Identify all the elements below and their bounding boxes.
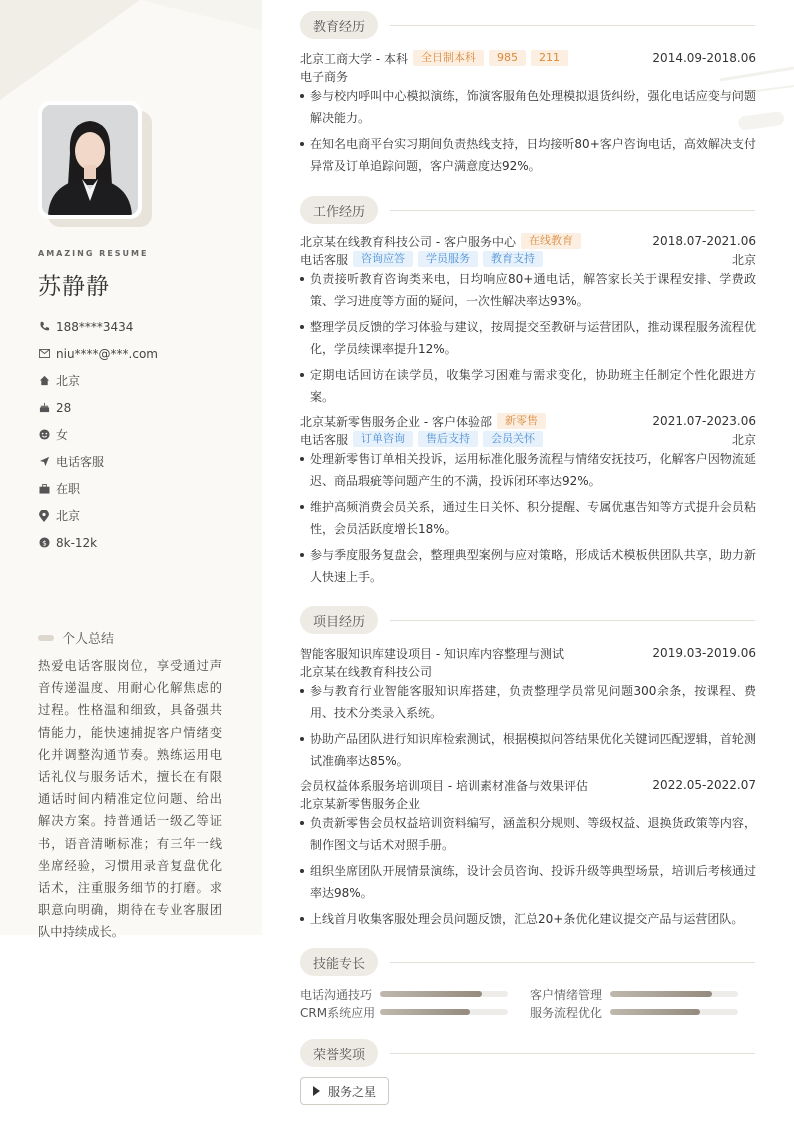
tag: 新零售 <box>497 413 546 429</box>
project-bullets <box>300 812 756 934</box>
tag: 教育支持 <box>483 251 543 267</box>
location-pin-icon <box>38 510 50 522</box>
play-icon <box>313 1086 320 1096</box>
job-role: 电话客服 咨询应答 学员服务 教育支持 北京 <box>300 252 756 267</box>
info-phone: 188****3434 <box>38 313 253 340</box>
company-name: 北京某在线教育科技公司 - 客户服务中心 <box>300 234 516 249</box>
project-org: 北京某在线教育科技公司 <box>300 664 433 679</box>
summary-text: 热爱电话客服岗位，享受通过声音传递温度、用耐心化解焦虑的过程。性格温和细致，具备强共情能力，能快速捕捉客户情绪变化并调整沟通节奏。熟练运用电话礼仪与服务话术，擅长在有限通话时间内精准定位问题、给出解决方案。持普通话一级乙等证书，语音清晰标准；有三年一线坐席经验，习惯用录音复盘优化话术，注重服务细节的打磨。求职意向明确，期待在专业客服团队中持续成长。 <box>38 659 222 940</box>
tag: 会员关怀 <box>483 431 543 447</box>
tag: 211 <box>531 50 568 66</box>
section-education: 教育经历 <box>300 11 755 39</box>
tag: 订单咨询 <box>353 431 413 447</box>
job-header <box>300 412 756 430</box>
skill-bar <box>380 991 508 997</box>
school-name: 北京工商大学 - 本科 <box>300 51 408 66</box>
list-item: 参与季度服务复盘会，整理典型案例与应对策略，形成话术模板供团队共享，助力新人快速上手。 <box>300 544 756 588</box>
tag: 全日制本科 <box>413 50 484 66</box>
avatar <box>38 101 152 226</box>
info-location: 北京 <box>38 502 253 529</box>
list-item: 在知名电商平台实习期间负责热线支持，日均接听80+客户咨询电话，高效解决支付异常及订单追踪问题，客户满意度达92%。 <box>300 133 756 177</box>
tag: 学员服务 <box>418 251 478 267</box>
contact-info <box>38 313 253 556</box>
list-item: 组织坐席团队开展情景演练，设计会员咨询、投诉升级等典型场景，培训后考核通过率达98%。 <box>300 860 756 904</box>
education-major: 电子商务 <box>300 69 349 84</box>
skill-item: CRM系统应用 <box>300 1004 375 1020</box>
skill-bar <box>380 1009 508 1015</box>
mail-icon <box>38 348 50 360</box>
skill-item: 电话沟通技巧 <box>300 986 372 1002</box>
skill-bar <box>610 991 738 997</box>
resume-tagline: AMAZING RESUME <box>38 249 149 258</box>
list-item: 维护高频消费会员关系，通过生日关怀、积分提醒、专属优惠告知等方式提升会员粘性，会员活跃度增长18%。 <box>300 496 756 540</box>
list-item: 参与校内呼叫中心模拟演练，饰演客服角色处理模拟退货纠纷，强化电话应变与问题解决能力。 <box>300 85 756 129</box>
section-skills: 技能专长 <box>300 948 755 976</box>
education-date: 2014.09-2018.06 <box>652 51 756 65</box>
info-status: 在职 <box>38 475 253 502</box>
info-salary: $ 8k-12k <box>38 529 253 556</box>
list-item: 上线首月收集客服处理会员问题反馈，汇总20+条优化建议提交产品与运营团队。 <box>300 908 756 930</box>
job-date: 2018.07-2021.06 <box>652 234 756 248</box>
list-item: 定期电话回访在读学员，收集学习困难与需求变化，协助班主任制定个性化跟进方案。 <box>300 364 756 408</box>
job-bullets <box>300 448 756 592</box>
education-header <box>300 49 756 67</box>
project-name: 智能客服知识库建设项目 - 知识库内容整理与测试 <box>300 646 564 661</box>
cake-icon <box>38 402 50 414</box>
skill-item: 客户情绪管理 <box>530 986 602 1002</box>
list-item: 负责新零售会员权益培训资料编写，涵盖积分规则、等级权益、退换货政策等内容，制作图文与话术对照手册。 <box>300 812 756 856</box>
candidate-name: 苏静静 <box>38 274 110 300</box>
list-item: 负责接听教育咨询类来电，日均响应80+通电话，解答家长关于课程安排、学费政策、学习进度等方面的疑问，一次性解决率达93%。 <box>300 268 756 312</box>
skill-item: 服务流程优化 <box>530 1004 602 1020</box>
info-position: 电话客服 <box>38 448 253 475</box>
list-item: 整理学员反馈的学习体验与建议，按周提交至教研与运营团队，推动课程服务流程优化，学员续课率提升12%。 <box>300 316 756 360</box>
list-item: 协助产品团队进行知识库检索测试，根据模拟问答结果优化关键词匹配逻辑，首轮测试准确率达85%。 <box>300 728 756 772</box>
info-email: niu****@***.com <box>38 340 253 367</box>
education-bullets <box>300 85 756 181</box>
job-date: 2021.07-2023.06 <box>652 414 756 428</box>
info-gender: 女 <box>38 421 253 448</box>
job-city: 北京 <box>731 252 756 267</box>
salary-icon <box>38 537 50 549</box>
list-item: 处理新零售订单相关投诉，运用标准化服务流程与情绪安抚技巧，化解客户因物流延迟、商品瑕疵等问题产生的不满，投诉闭环率达92%。 <box>300 448 756 492</box>
project-date: 2022.05-2022.07 <box>652 778 756 792</box>
section-work: 工作经历 <box>300 196 755 224</box>
project-name: 会员权益体系服务培训项目 - 培训素材准备与效果评估 <box>300 778 588 793</box>
svg-text:$: $ <box>41 538 47 548</box>
home-icon <box>38 375 50 387</box>
tag: 售后支持 <box>418 431 478 447</box>
job-city: 北京 <box>731 432 756 447</box>
tag: 985 <box>489 50 526 66</box>
project-header <box>300 644 756 662</box>
list-item: 参与教育行业智能客服知识库搭建，负责整理学员常见问题300余条，按课程、费用、技术分类录入系统。 <box>300 680 756 724</box>
tag: 在线教育 <box>521 233 581 249</box>
summary-heading: 个人总结 <box>38 628 114 647</box>
project-org: 北京某新零售服务企业 <box>300 796 421 811</box>
skill-bar <box>610 1009 738 1015</box>
briefcase-icon <box>38 483 50 495</box>
section-honors: 荣誉奖项 <box>300 1039 755 1067</box>
tag: 咨询应答 <box>353 251 413 267</box>
project-date: 2019.03-2019.06 <box>652 646 756 660</box>
send-icon <box>38 456 50 468</box>
section-projects: 项目经历 <box>300 606 755 634</box>
phone-icon <box>38 321 50 333</box>
job-bullets <box>300 268 756 412</box>
heading-marker <box>38 635 54 641</box>
company-name: 北京某新零售服务企业 - 客户体验部 <box>300 414 492 429</box>
info-city: 北京 <box>38 367 253 394</box>
award-badge: 服务之星 <box>300 1077 389 1105</box>
face-icon <box>38 429 50 441</box>
job-role: 电话客服 订单咨询 售后支持 会员关怀 北京 <box>300 432 756 447</box>
info-age: 28 <box>38 394 253 421</box>
job-header <box>300 232 756 250</box>
project-header <box>300 776 756 794</box>
project-bullets <box>300 680 756 776</box>
